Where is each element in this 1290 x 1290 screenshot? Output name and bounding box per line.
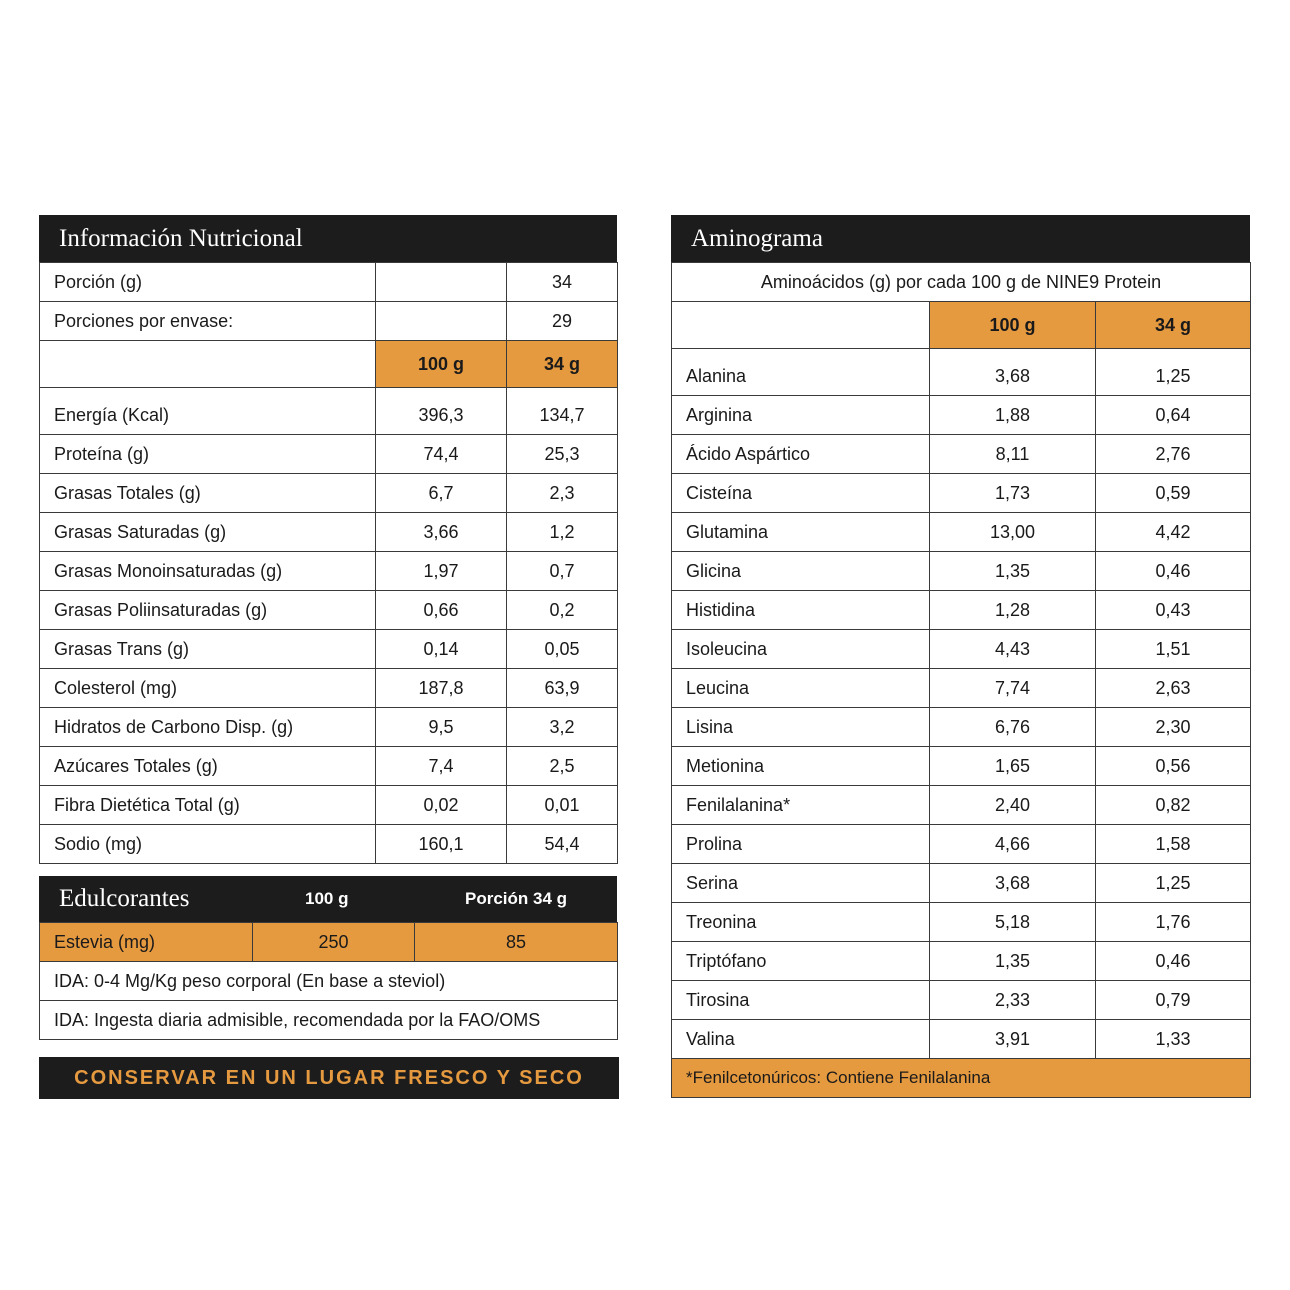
row-label: Glicina (672, 552, 930, 591)
sweeteners-table (39, 922, 618, 1040)
row-label: Colesterol (mg) (40, 669, 376, 708)
row-value-100g: 3,68 (930, 864, 1096, 903)
table-row (672, 903, 1251, 942)
row-value-100g: 0,14 (376, 630, 507, 669)
row-value-100g: 1,88 (930, 396, 1096, 435)
sweeteners-panel (39, 876, 617, 1040)
row-value-100g: 13,00 (930, 513, 1096, 552)
row-value-34g: 63,9 (507, 669, 618, 708)
table-row (40, 669, 618, 708)
row-value-34g: 4,42 (1096, 513, 1251, 552)
row-value-34g: 3,2 (507, 708, 618, 747)
amino-col-100g-header: 100 g (930, 302, 1096, 349)
table-row (40, 825, 618, 864)
row-value-34g: 1,25 (1096, 349, 1251, 396)
row-label: Proteína (g) (40, 435, 376, 474)
table-row (672, 981, 1251, 1020)
aminogram-subtitle: Aminoácidos (g) por cada 100 g de NINE9 Protein (672, 263, 1251, 302)
row-value-34g: 0,46 (1096, 552, 1251, 591)
nutrition-table (39, 262, 618, 864)
table-row (672, 591, 1251, 630)
row-value-34g: 2,3 (507, 474, 618, 513)
row-value-34g: 0,43 (1096, 591, 1251, 630)
row-label: Serina (672, 864, 930, 903)
row-label: Histidina (672, 591, 930, 630)
footnote-row (672, 1059, 1251, 1098)
nutrition-panel (39, 215, 617, 864)
row-value-34g: 2,63 (1096, 669, 1251, 708)
table-row (40, 747, 618, 786)
row-value-100g: 1,35 (930, 552, 1096, 591)
portion-label: Porción (g) (40, 263, 376, 302)
row-label: Grasas Poliinsaturadas (g) (40, 591, 376, 630)
row-value-100g: 74,4 (376, 435, 507, 474)
table-row (672, 942, 1251, 981)
row-value-34g: 0,05 (507, 630, 618, 669)
row-value-100g: 1,65 (930, 747, 1096, 786)
table-row (672, 513, 1251, 552)
row-value-34g: 1,58 (1096, 825, 1251, 864)
table-row (40, 786, 618, 825)
row-value-100g: 4,66 (930, 825, 1096, 864)
row-label: Hidratos de Carbono Disp. (g) (40, 708, 376, 747)
row-value-100g: 1,28 (930, 591, 1096, 630)
aminogram-column-header-row (672, 302, 1251, 349)
table-row (672, 474, 1251, 513)
row-label: Valina (672, 1020, 930, 1059)
table-row (40, 435, 618, 474)
table-row (40, 513, 618, 552)
row-value-100g: 3,68 (930, 349, 1096, 396)
row-value-100g: 5,18 (930, 903, 1096, 942)
row-label: Leucina (672, 669, 930, 708)
row-value-34g: 1,51 (1096, 630, 1251, 669)
row-value-34g: 0,01 (507, 786, 618, 825)
aminogram-title: Aminograma (671, 215, 1250, 262)
storage-banner: CONSERVAR EN UN LUGAR FRESCO Y SECO (39, 1057, 619, 1099)
ida-note: IDA: 0-4 Mg/Kg peso corporal (En base a steviol) (40, 962, 618, 1001)
portions-label: Porciones por envase: (40, 302, 376, 341)
row-label: Metionina (672, 747, 930, 786)
nutrition-title: Información Nutricional (39, 215, 617, 262)
row-label: Fenilalanina* (672, 786, 930, 825)
portion-row (40, 263, 618, 302)
row-value-100g: 160,1 (376, 825, 507, 864)
row-label: Triptófano (672, 942, 930, 981)
row-label: Fibra Dietética Total (g) (40, 786, 376, 825)
row-label: Prolina (672, 825, 930, 864)
portions-row (40, 302, 618, 341)
table-row (672, 552, 1251, 591)
sweeteners-col-100g: 100 g (305, 889, 349, 908)
row-value-34g: 0,7 (507, 552, 618, 591)
row-value-34g: 0,59 (1096, 474, 1251, 513)
row-value-34g: 25,3 (507, 435, 618, 474)
row-value-100g: 9,5 (376, 708, 507, 747)
table-row (40, 630, 618, 669)
aminogram-subtitle-row (672, 263, 1251, 302)
row-value-100g: 0,02 (376, 786, 507, 825)
row-value-100g: 1,97 (376, 552, 507, 591)
stevia-portion: 85 (415, 923, 618, 962)
row-value-100g: 396,3 (376, 388, 507, 435)
row-value-100g: 2,40 (930, 786, 1096, 825)
row-value-100g: 187,8 (376, 669, 507, 708)
table-row (672, 864, 1251, 903)
row-value-34g: 0,79 (1096, 981, 1251, 1020)
sweeteners-col-portion: Porción 34 g (465, 889, 568, 908)
portions-value: 29 (507, 302, 618, 341)
table-row (40, 708, 618, 747)
table-row (672, 669, 1251, 708)
row-value-34g: 134,7 (507, 388, 618, 435)
ida-note-row (40, 962, 618, 1001)
row-value-100g: 3,91 (930, 1020, 1096, 1059)
row-value-100g: 3,66 (376, 513, 507, 552)
row-label: Isoleucina (672, 630, 930, 669)
table-row (672, 349, 1251, 396)
ida-definition-row (40, 1001, 618, 1040)
row-value-34g: 54,4 (507, 825, 618, 864)
sweeteners-title: Edulcorantes (59, 885, 190, 912)
row-label: Alanina (672, 349, 930, 396)
table-row (672, 786, 1251, 825)
row-value-100g: 7,4 (376, 747, 507, 786)
footnote: *Fenilcetonúricos: Contiene Fenilalanina (672, 1059, 1251, 1098)
row-label: Cisteína (672, 474, 930, 513)
aminogram-table (671, 262, 1251, 1098)
ida-definition: IDA: Ingesta diaria admisible, recomendada por la FAO/OMS (40, 1001, 618, 1040)
row-label: Grasas Totales (g) (40, 474, 376, 513)
col-100g-header: 100 g (376, 341, 507, 388)
row-value-34g: 1,76 (1096, 903, 1251, 942)
row-label: Sodio (mg) (40, 825, 376, 864)
row-value-100g: 6,7 (376, 474, 507, 513)
table-row (672, 1020, 1251, 1059)
row-label: Energía (Kcal) (40, 388, 376, 435)
row-value-100g: 6,76 (930, 708, 1096, 747)
table-row (672, 708, 1251, 747)
row-value-34g: 0,82 (1096, 786, 1251, 825)
row-value-100g: 0,66 (376, 591, 507, 630)
table-row (40, 388, 618, 435)
row-value-34g: 1,33 (1096, 1020, 1251, 1059)
row-label: Treonina (672, 903, 930, 942)
row-value-34g: 0,64 (1096, 396, 1251, 435)
row-value-34g: 2,76 (1096, 435, 1251, 474)
row-value-34g: 2,30 (1096, 708, 1251, 747)
row-value-100g: 8,11 (930, 435, 1096, 474)
row-value-34g: 0,2 (507, 591, 618, 630)
stevia-row (40, 923, 618, 962)
row-label: Grasas Monoinsaturadas (g) (40, 552, 376, 591)
row-value-100g: 1,35 (930, 942, 1096, 981)
table-row (40, 552, 618, 591)
stevia-100g: 250 (253, 923, 415, 962)
row-label: Grasas Trans (g) (40, 630, 376, 669)
row-label: Arginina (672, 396, 930, 435)
table-row (40, 474, 618, 513)
column-header-row (40, 341, 618, 388)
row-value-34g: 2,5 (507, 747, 618, 786)
row-value-100g: 2,33 (930, 981, 1096, 1020)
stevia-label: Estevia (mg) (40, 923, 253, 962)
sweeteners-header (39, 876, 617, 922)
row-label: Azúcares Totales (g) (40, 747, 376, 786)
portion-value: 34 (507, 263, 618, 302)
row-label: Glutamina (672, 513, 930, 552)
col-34g-header: 34 g (507, 341, 618, 388)
row-value-34g: 0,46 (1096, 942, 1251, 981)
row-label: Grasas Saturadas (g) (40, 513, 376, 552)
row-label: Ácido Aspártico (672, 435, 930, 474)
amino-col-34g-header: 34 g (1096, 302, 1251, 349)
row-label: Tirosina (672, 981, 930, 1020)
row-value-34g: 0,56 (1096, 747, 1251, 786)
row-value-34g: 1,2 (507, 513, 618, 552)
table-row (672, 747, 1251, 786)
row-value-100g: 4,43 (930, 630, 1096, 669)
aminogram-panel (671, 215, 1250, 1098)
row-value-34g: 1,25 (1096, 864, 1251, 903)
row-value-100g: 1,73 (930, 474, 1096, 513)
table-row (40, 591, 618, 630)
table-row (672, 396, 1251, 435)
table-row (672, 630, 1251, 669)
table-row (672, 825, 1251, 864)
table-row (672, 435, 1251, 474)
row-label: Lisina (672, 708, 930, 747)
row-value-100g: 7,74 (930, 669, 1096, 708)
